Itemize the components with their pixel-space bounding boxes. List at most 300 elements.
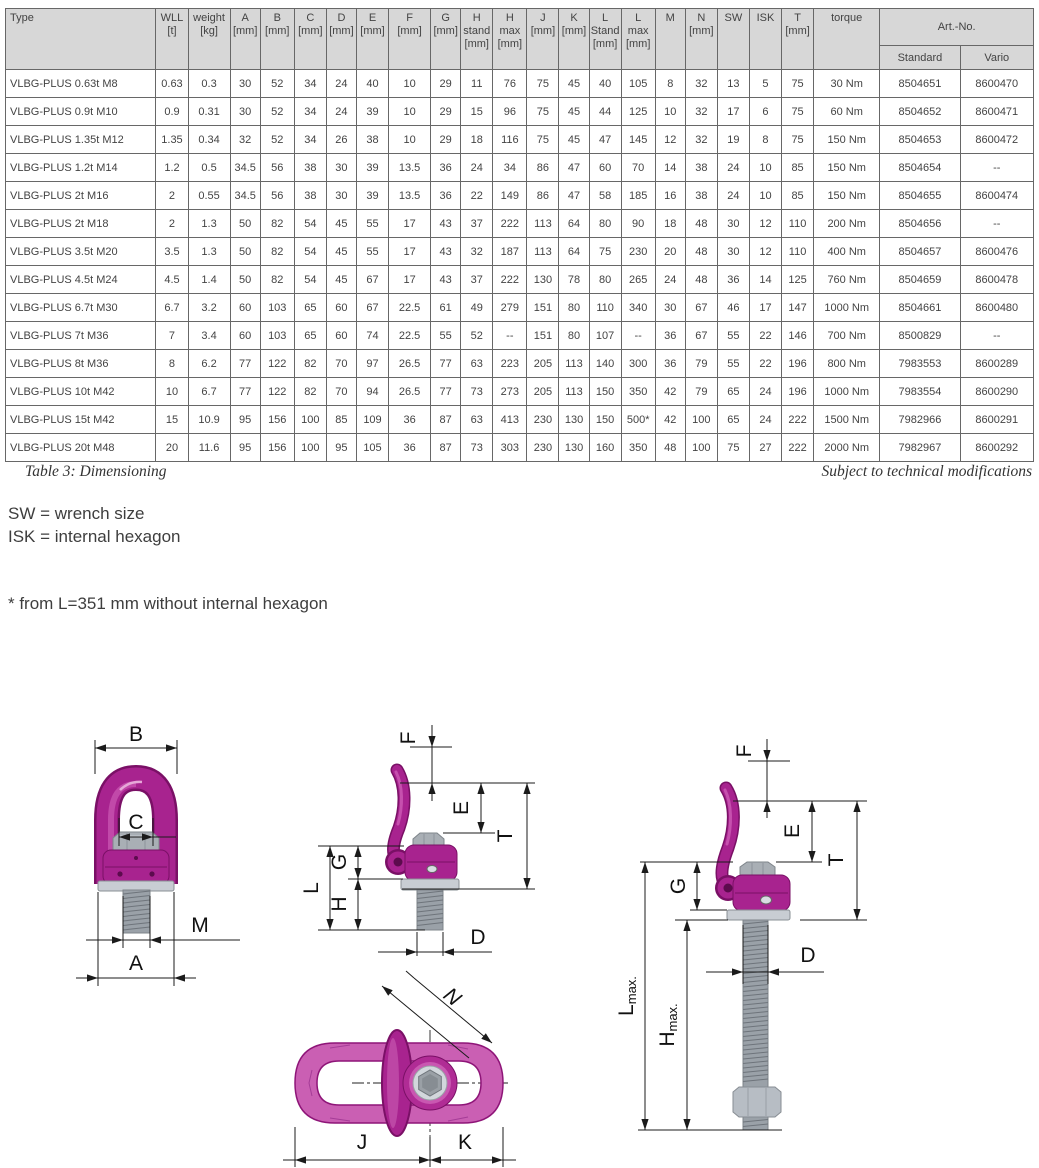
value-cell: 30 [717,238,749,266]
value-cell: 8600291 [960,406,1033,434]
col-header-j: J [mm] [527,9,559,70]
value-cell: 80 [559,322,589,350]
threaded-stud [123,890,150,933]
value-cell: 15 [156,406,188,434]
value-cell: 47 [559,182,589,210]
table-row [6,406,1034,434]
dim-label-g: G [328,853,351,871]
value-cell: 60 [326,294,356,322]
value-cell: 44 [589,98,621,126]
value-cell: 8504659 [880,266,960,294]
dim-label-k: K [457,1131,473,1154]
value-cell: 3.5 [156,238,188,266]
col-header-l: L max [mm] [621,9,655,70]
value-cell: 60 [326,322,356,350]
value-cell: 30 [326,182,356,210]
value-cell: 146 [782,322,814,350]
value-cell: 77 [431,350,461,378]
value-cell: 113 [527,238,559,266]
value-cell: 12 [749,210,781,238]
note-sw: SW = wrench size [8,504,145,523]
value-cell: 0.9 [156,98,188,126]
washer [727,910,790,920]
col-header-c: C [mm] [294,9,326,70]
value-cell: 222 [493,266,527,294]
value-cell: 14 [655,154,685,182]
value-cell: 29 [431,126,461,154]
value-cell: 29 [431,70,461,98]
value-cell: 36 [431,182,461,210]
value-cell: 22 [461,182,493,210]
note-isk: ISK = internal hexagon [8,527,181,546]
value-cell: 52 [260,98,294,126]
value-cell: 37 [461,210,493,238]
value-cell: 222 [782,434,814,462]
swivel-collar [733,875,790,911]
value-cell: 78 [559,266,589,294]
value-cell: 149 [493,182,527,210]
value-cell: 8600472 [960,126,1033,154]
value-cell: 67 [685,322,717,350]
value-cell: 105 [356,434,388,462]
value-cell: 90 [621,210,655,238]
value-cell: 50 [230,210,260,238]
value-cell: 36 [389,406,431,434]
col-header-l: L Stand [mm] [589,9,621,70]
table-row [6,350,1034,378]
value-cell: 350 [621,378,655,406]
value-cell: 350 [621,434,655,462]
value-cell: 82 [260,210,294,238]
value-cell: 67 [685,294,717,322]
value-cell: 45 [559,126,589,154]
value-cell: 34 [294,98,326,126]
value-cell: 34 [294,126,326,154]
col-header-torque: torque [814,9,880,70]
type-cell: VLBG-PLUS 3.5t M20 [6,238,156,266]
value-cell: 187 [493,238,527,266]
value-cell: 8504657 [880,238,960,266]
value-cell: 65 [717,378,749,406]
swivel-handle [722,788,733,884]
value-cell: 75 [589,238,621,266]
col-header-h: H max [mm] [493,9,527,70]
dim-label-h: H [328,896,351,912]
value-cell: 85 [782,154,814,182]
dim-label-t: T [825,853,848,867]
table-row [6,294,1034,322]
value-cell: 64 [559,210,589,238]
value-cell: 196 [782,350,814,378]
value-cell: 130 [559,434,589,462]
value-cell: 2 [156,182,188,210]
value-cell: 54 [294,238,326,266]
value-cell: 230 [621,238,655,266]
value-cell: 17 [389,266,431,294]
value-cell: 340 [621,294,655,322]
value-cell: 70 [326,378,356,406]
table-row [6,210,1034,238]
dim-label-m: M [191,914,209,937]
col-header-g: G [mm] [431,9,461,70]
value-cell: 36 [431,154,461,182]
value-cell: 17 [389,238,431,266]
value-cell: 55 [717,322,749,350]
abbreviation-notes [8,502,180,548]
value-cell: 273 [493,378,527,406]
value-cell: 16 [655,182,685,210]
value-cell: -- [960,322,1033,350]
value-cell: 65 [294,322,326,350]
value-cell: 75 [782,98,814,126]
value-cell: 48 [685,238,717,266]
value-cell: 47 [559,154,589,182]
value-cell: 38 [294,182,326,210]
value-cell: 86 [527,154,559,182]
value-cell: 300 [621,350,655,378]
col-header-art-no: Art.-No. [880,9,1034,46]
swivel-collar [103,850,169,884]
value-cell: 34 [294,70,326,98]
value-cell: 27 [749,434,781,462]
value-cell: 13.5 [389,182,431,210]
value-cell: 151 [527,322,559,350]
value-cell: 100 [294,434,326,462]
value-cell: 95 [230,406,260,434]
value-cell: 222 [782,406,814,434]
value-cell: 60 [589,154,621,182]
value-cell: 32 [685,126,717,154]
value-cell: 46 [717,294,749,322]
value-cell: 113 [527,210,559,238]
table-row [6,126,1034,154]
value-cell: 279 [493,294,527,322]
value-cell: 55 [356,238,388,266]
value-cell: 26 [326,126,356,154]
type-cell: VLBG-PLUS 0.63t M8 [6,70,156,98]
value-cell: 156 [260,406,294,434]
value-cell: 0.3 [188,70,230,98]
value-cell: 47 [589,126,621,154]
value-cell: 32 [230,126,260,154]
value-cell: 223 [493,350,527,378]
table-row [6,378,1034,406]
value-cell: 36 [389,434,431,462]
value-cell: 8600476 [960,238,1033,266]
value-cell: 110 [782,238,814,266]
dim-label-l: L [300,882,323,894]
value-cell: 8600289 [960,350,1033,378]
value-cell: 79 [685,378,717,406]
hex-bolt-head [113,832,159,852]
value-cell: 7983553 [880,350,960,378]
value-cell: 74 [356,322,388,350]
col-header-wll: WLL [t] [156,9,188,70]
value-cell: 32 [685,70,717,98]
value-cell: 60 Nm [814,98,880,126]
hex-socket [413,1066,447,1100]
value-cell: 8600470 [960,70,1033,98]
value-cell: 75 [527,126,559,154]
value-cell: 0.5 [188,154,230,182]
value-cell: 22.5 [389,322,431,350]
value-cell: 40 [589,70,621,98]
type-cell: VLBG-PLUS 4.5t M24 [6,266,156,294]
value-cell: 105 [621,70,655,98]
value-cell: 38 [685,154,717,182]
value-cell: 6.7 [188,378,230,406]
value-cell: 82 [294,378,326,406]
value-cell: 36 [717,266,749,294]
value-cell: 130 [559,406,589,434]
value-cell: 19 [717,126,749,154]
value-cell: 1.2 [156,154,188,182]
value-cell: 34 [493,154,527,182]
value-cell: 77 [431,378,461,406]
value-cell: 15 [461,98,493,126]
type-cell: VLBG-PLUS 2t M16 [6,182,156,210]
value-cell: 75 [527,70,559,98]
value-cell: 60 [230,294,260,322]
value-cell: 85 [782,182,814,210]
value-cell: 2 [156,210,188,238]
value-cell: 8600292 [960,434,1033,462]
col-header-isk: ISK [749,9,781,70]
dim-label-a: A [128,952,144,975]
value-cell: 1.35 [156,126,188,154]
value-cell: -- [960,210,1033,238]
value-cell: 147 [782,294,814,322]
value-cell: 63 [461,406,493,434]
value-cell: 6.7 [156,294,188,322]
value-cell: 60 [230,322,260,350]
dim-label-n: N [438,983,466,1011]
value-cell: 18 [461,126,493,154]
value-cell: 8504661 [880,294,960,322]
value-cell: 122 [260,350,294,378]
value-cell: 160 [589,434,621,462]
value-cell: 80 [589,266,621,294]
value-cell: 30 [655,294,685,322]
value-cell: 65 [294,294,326,322]
value-cell: 0.31 [188,98,230,126]
value-cell: 0.55 [188,182,230,210]
dim-label-c: C [128,811,144,834]
value-cell: 24 [326,70,356,98]
value-cell: 30 [230,98,260,126]
value-cell: 11.6 [188,434,230,462]
value-cell: 48 [655,434,685,462]
dim-label-j: J [356,1131,368,1154]
value-cell: 36 [655,350,685,378]
value-cell: 39 [356,154,388,182]
dim-label-e: E [781,823,804,839]
value-cell: 150 [589,406,621,434]
value-cell: 7 [156,322,188,350]
value-cell: 3.4 [188,322,230,350]
value-cell: 50 [230,266,260,294]
value-cell: 48 [685,210,717,238]
value-cell: 97 [356,350,388,378]
value-cell: 75 [782,126,814,154]
value-cell: 43 [431,266,461,294]
value-cell: 24 [749,406,781,434]
value-cell: 205 [527,350,559,378]
dim-label-g: G [667,877,690,895]
value-cell: 10 [655,98,685,126]
col-header-b: B [mm] [260,9,294,70]
value-cell: 1.4 [188,266,230,294]
value-cell: 6 [749,98,781,126]
value-cell: 56 [260,154,294,182]
value-cell: 17 [749,294,781,322]
value-cell: 7982966 [880,406,960,434]
dim-label-e: E [450,800,473,816]
value-cell: 24 [717,182,749,210]
value-cell: 140 [589,350,621,378]
value-cell: 800 Nm [814,350,880,378]
type-cell: VLBG-PLUS 10t M42 [6,378,156,406]
value-cell: 95 [326,434,356,462]
value-cell: 45 [559,98,589,126]
value-cell: 10 [389,126,431,154]
value-cell: 103 [260,294,294,322]
value-cell: 63 [461,350,493,378]
value-cell: 8600290 [960,378,1033,406]
value-cell: 77 [230,378,260,406]
value-cell: 80 [559,294,589,322]
value-cell: 8600474 [960,182,1033,210]
value-cell: 96 [493,98,527,126]
h-max-main: H [656,1031,679,1047]
type-cell: VLBG-PLUS 2t M18 [6,210,156,238]
value-cell: 61 [431,294,461,322]
value-cell: 12 [655,126,685,154]
col-header-e: E [mm] [356,9,388,70]
type-cell: VLBG-PLUS 1.2t M14 [6,154,156,182]
value-cell: 100 [685,434,717,462]
type-cell: VLBG-PLUS 1.35t M12 [6,126,156,154]
value-cell: 82 [260,238,294,266]
value-cell: 55 [717,350,749,378]
value-cell: 100 [685,406,717,434]
front-view-diagram [76,723,240,986]
col-header-k: K [mm] [559,9,589,70]
value-cell: 205 [527,378,559,406]
type-cell: VLBG-PLUS 15t M42 [6,406,156,434]
value-cell: 145 [621,126,655,154]
value-cell: 30 [717,210,749,238]
value-cell: 200 Nm [814,210,880,238]
value-cell: 50 [230,238,260,266]
type-cell: VLBG-PLUS 0.9t M10 [6,98,156,126]
value-cell: 413 [493,406,527,434]
value-cell: 17 [389,210,431,238]
value-cell: -- [621,322,655,350]
value-cell: 10 [749,182,781,210]
value-cell: 1.3 [188,238,230,266]
value-cell: 75 [527,98,559,126]
value-cell: 22.5 [389,294,431,322]
value-cell: 8600471 [960,98,1033,126]
dim-label-d: D [800,944,816,967]
value-cell: 32 [461,238,493,266]
value-cell: 86 [527,182,559,210]
value-cell: 4.5 [156,266,188,294]
table-row [6,434,1034,462]
value-cell: 39 [356,98,388,126]
value-cell: 196 [782,378,814,406]
col-header-vario: Vario [960,46,1033,70]
value-cell: 0.34 [188,126,230,154]
table-row [6,182,1034,210]
value-cell: 1500 Nm [814,406,880,434]
value-cell: 8 [156,350,188,378]
washer [401,879,459,890]
value-cell: 7982967 [880,434,960,462]
value-cell: 10 [749,154,781,182]
value-cell: 500* [621,406,655,434]
technical-drawings [0,640,1039,1168]
dim-label-f: F [397,731,420,745]
value-cell: 24 [749,378,781,406]
value-cell: 110 [589,294,621,322]
value-cell: 8504654 [880,154,960,182]
dim-label-l-max [615,976,639,1016]
value-cell: 56 [260,182,294,210]
value-cell: 150 Nm [814,182,880,210]
value-cell: 49 [461,294,493,322]
value-cell: 125 [621,98,655,126]
col-header-m: M [655,9,685,70]
value-cell: 1.3 [188,210,230,238]
value-cell: 20 [156,434,188,462]
value-cell: 58 [589,182,621,210]
value-cell: 265 [621,266,655,294]
value-cell: 1000 Nm [814,378,880,406]
value-cell: 24 [655,266,685,294]
value-cell: 24 [326,98,356,126]
value-cell: 38 [294,154,326,182]
value-cell: 45 [326,210,356,238]
value-cell: 116 [493,126,527,154]
type-cell: VLBG-PLUS 7t M36 [6,322,156,350]
value-cell: 8504655 [880,182,960,210]
value-cell: 185 [621,182,655,210]
value-cell: 87 [431,406,461,434]
type-cell: VLBG-PLUS 6.7t M30 [6,294,156,322]
value-cell: 82 [260,266,294,294]
value-cell: 54 [294,266,326,294]
value-cell: 38 [356,126,388,154]
value-cell: 29 [431,98,461,126]
col-header-weight: weight [kg] [188,9,230,70]
value-cell: 22 [749,322,781,350]
col-header-d: D [mm] [326,9,356,70]
value-cell: 45 [326,266,356,294]
dim-label-d: D [470,926,486,949]
table-row [6,98,1034,126]
value-cell: 10 [156,378,188,406]
value-cell: 77 [230,350,260,378]
value-cell: 43 [431,238,461,266]
table-row [6,238,1034,266]
value-cell: 17 [717,98,749,126]
value-cell: 70 [326,350,356,378]
value-cell: 103 [260,322,294,350]
value-cell: 26.5 [389,378,431,406]
value-cell: 0.63 [156,70,188,98]
